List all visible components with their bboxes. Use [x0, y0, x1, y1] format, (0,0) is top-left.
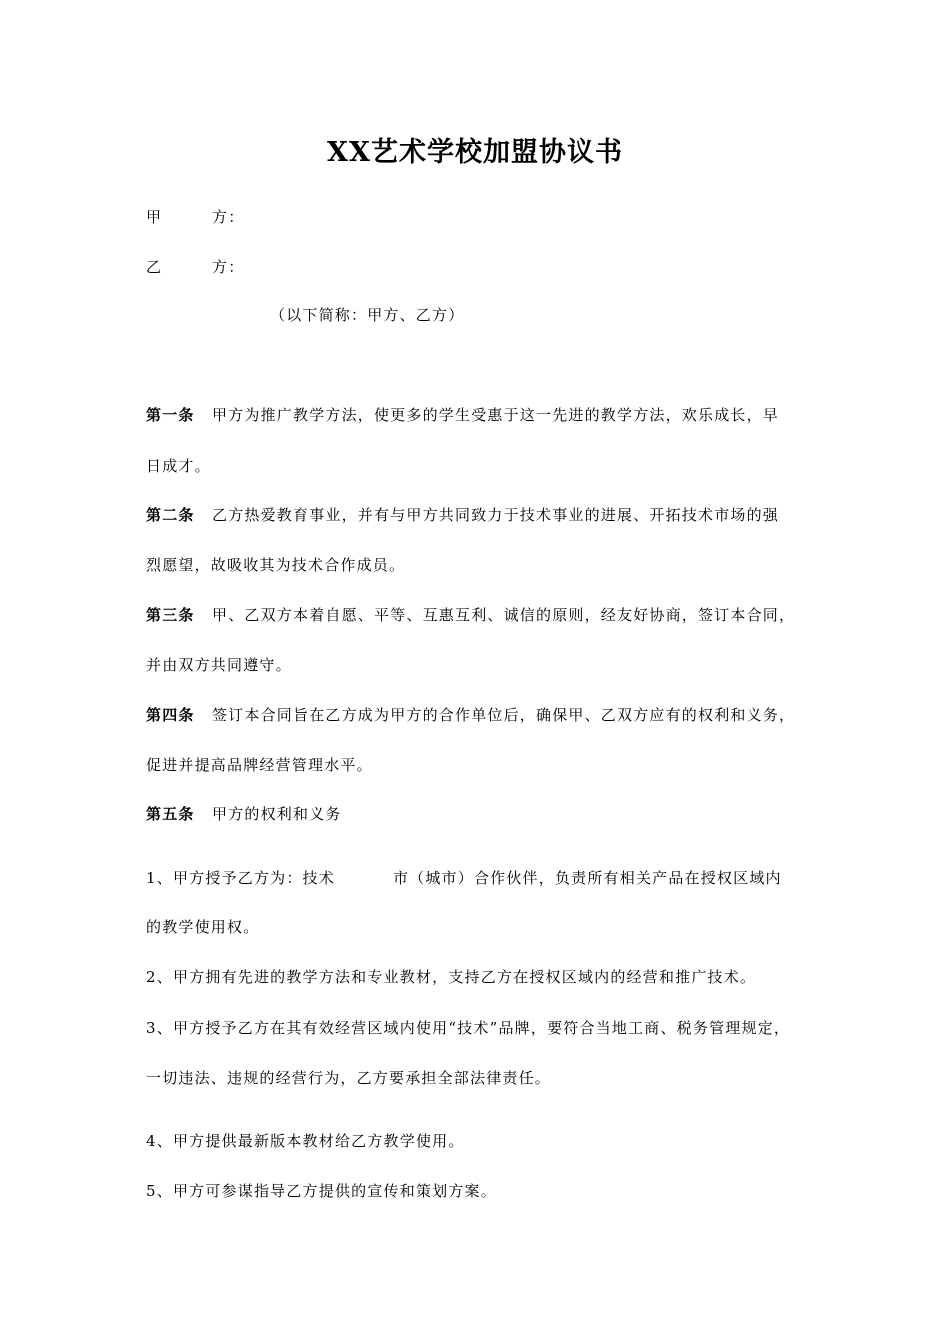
article-5-number: 第五条	[146, 805, 195, 823]
party-a-line	[146, 207, 244, 227]
article-2-number: 第二条	[146, 506, 195, 524]
article-1-line-1	[146, 405, 779, 425]
party-b-label: 乙	[146, 258, 163, 276]
article-3-line-2: 并由双方共同遵守。	[146, 656, 292, 674]
item-1-text-b: 市（城市）合作伙伴，负责所有相关产品在授权区域内	[392, 869, 782, 887]
item-4-line-1: 4、甲方提供最新版本教材给乙方教学使用。	[146, 1132, 465, 1150]
item-5-line-1: 5、甲方可参谋指导乙方提供的宣传和策划方案。	[146, 1182, 497, 1200]
party-b-suffix: 方：	[212, 258, 245, 276]
article-2-line-1	[146, 505, 779, 525]
article-1-line-2: 日成才。	[146, 457, 211, 475]
item-1-line-1	[146, 868, 782, 888]
document-title: XX艺术学校加盟协议书	[327, 137, 623, 168]
party-b-line	[146, 257, 244, 277]
article-3-text: 甲、乙双方本着自愿、平等、互惠互利、诚信的原则，经友好协商，签订本合同，	[212, 606, 796, 624]
article-1-text: 甲方为推广教学方法，使更多的学生受惠于这一先进的教学方法，欢乐成长，早	[212, 406, 780, 424]
item-3-line-1: 3、甲方授予乙方在其有效经营区域内使用“技术”品牌，要符合当地工商、税务管理规定，	[146, 1019, 791, 1037]
item-3-line-2: 一切违法、违规的经营行为，乙方要承担全部法律责任。	[146, 1069, 552, 1087]
article-5-text: 甲方的权利和义务	[212, 805, 342, 823]
abbreviation-note: （以下简称：甲方、乙方）	[270, 306, 465, 324]
party-a-suffix: 方：	[212, 208, 245, 226]
party-a-label: 甲	[146, 208, 163, 226]
article-4-number: 第四条	[146, 706, 195, 724]
article-3-line-1	[146, 605, 795, 625]
article-1-number: 第一条	[146, 406, 195, 424]
item-2-line-1: 2、甲方拥有先进的教学方法和专业教材，支持乙方在授权区域内的经营和推广技术。	[146, 968, 757, 986]
item-1-line-2: 的教学使用权。	[146, 918, 260, 936]
article-2-text: 乙方热爱教育事业，并有与甲方共同致力于技术事业的进展、开拓技术市场的强	[212, 506, 780, 524]
article-5-line-1	[146, 804, 342, 824]
article-4-line-1	[146, 705, 795, 725]
article-4-text: 签订本合同旨在乙方成为甲方的合作单位后，确保甲、乙双方应有的权利和义务，	[212, 706, 796, 724]
item-1-text-a: 1、甲方授予乙方为：技术	[146, 869, 335, 887]
article-4-line-2: 促进并提高品牌经营管理水平。	[146, 756, 373, 774]
article-2-line-2: 烈愿望，故吸收其为技术合作成员。	[146, 556, 406, 574]
article-3-number: 第三条	[146, 606, 195, 624]
